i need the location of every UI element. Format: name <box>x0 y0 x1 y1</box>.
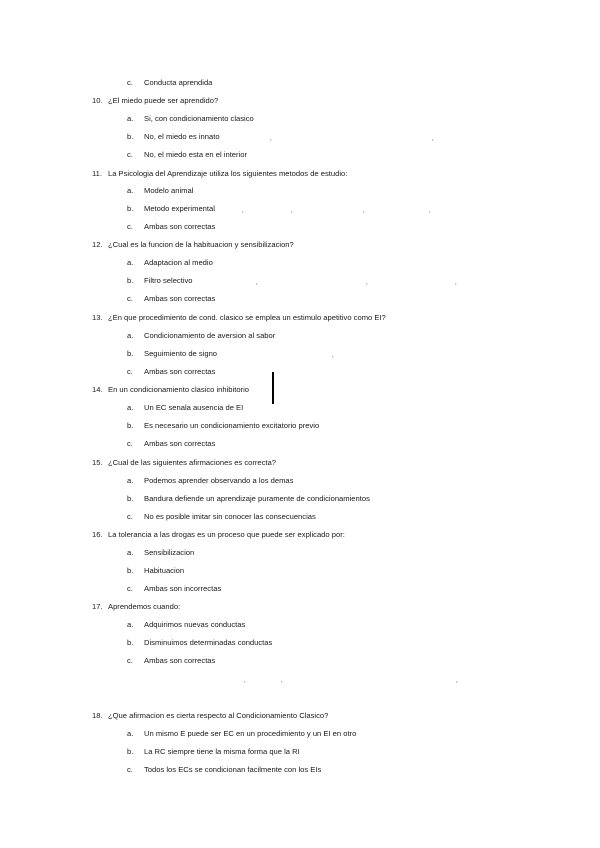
option-text: Conducta aprendida <box>144 78 213 87</box>
question-number: 17. <box>92 602 103 611</box>
option-letter: c. <box>127 78 133 87</box>
question-text: La tolerancia a las drogas es un proceso que puede ser explicado por: <box>108 530 345 539</box>
option-text: Podemos aprender observando a los demas <box>144 476 294 485</box>
option-text: No es posible imitar sin conocer las consecuencias <box>144 512 316 521</box>
option-letter: b. <box>127 566 134 575</box>
question-text: ¿Cual es la funcion de la habituacion y sensibilizacion? <box>108 240 294 249</box>
option-letter: c. <box>127 294 133 303</box>
option-line <box>127 439 215 449</box>
scan-speck: , <box>291 208 293 214</box>
option-text: Modelo animal <box>144 186 194 195</box>
question-number: 15. <box>92 458 103 467</box>
scan-speck: , <box>429 208 431 214</box>
question-line <box>92 169 347 179</box>
option-letter: a. <box>127 729 134 738</box>
scan-speck: , <box>455 280 457 286</box>
question-text: Aprendemos cuando: <box>108 602 181 611</box>
scan-speck: , <box>432 136 434 142</box>
option-text: Un EC senala ausencia de EI <box>144 403 244 412</box>
option-line <box>127 367 215 377</box>
option-text: Ambas son incorrectas <box>144 584 222 593</box>
option-line <box>127 765 321 775</box>
option-text: Es necesario un condicionamiento excitatorio previo <box>144 421 320 430</box>
option-line <box>127 331 275 341</box>
option-text: Habituacion <box>144 566 185 575</box>
option-line <box>127 494 370 504</box>
option-line <box>127 349 217 359</box>
option-letter: b. <box>127 638 134 647</box>
option-line <box>127 512 316 522</box>
option-text: Todos los ECs se condicionan facilmente con los EIs <box>144 765 322 774</box>
question-text: ¿El miedo puede ser aprendido? <box>108 96 219 105</box>
option-line <box>127 566 184 576</box>
scan-speck: , <box>366 280 368 286</box>
question-number: 12. <box>92 240 103 249</box>
option-letter: c. <box>127 584 133 593</box>
option-line <box>127 132 220 142</box>
option-line <box>127 150 247 160</box>
option-text: Si, con condicionamiento clasico <box>144 114 254 123</box>
option-letter: a. <box>127 258 134 267</box>
scan-speck: , <box>244 678 246 684</box>
option-letter: b. <box>127 421 134 430</box>
question-number: 13. <box>92 313 103 322</box>
option-line <box>127 620 245 630</box>
option-text: Filtro selectivo <box>144 276 193 285</box>
question-line <box>92 458 276 468</box>
option-letter: a. <box>127 548 134 557</box>
option-letter: c. <box>127 765 133 774</box>
option-text: Ambas son correctas <box>144 656 216 665</box>
option-line <box>127 186 193 196</box>
scan-speck: , <box>332 353 334 359</box>
option-line <box>127 476 293 486</box>
option-letter: b. <box>127 349 134 358</box>
option-text: Bandura defiende un aprendizaje puramente de condicionamientos <box>144 494 370 503</box>
question-text: En un condicionamiento clasico inhibitorio <box>108 385 249 394</box>
text-cursor <box>272 372 274 404</box>
scan-speck: , <box>242 208 244 214</box>
option-letter: c. <box>127 439 133 448</box>
option-text: Seguimiento de signo <box>144 349 218 358</box>
option-text: Metodo experimental <box>144 204 215 213</box>
option-line <box>127 204 215 214</box>
option-letter: b. <box>127 132 134 141</box>
option-line <box>127 403 243 413</box>
scan-speck: , <box>281 678 283 684</box>
question-number: 18. <box>92 711 103 720</box>
option-letter: a. <box>127 331 134 340</box>
option-letter: c. <box>127 656 133 665</box>
option-letter: c. <box>127 512 133 521</box>
option-letter: b. <box>127 747 134 756</box>
scan-speck: , <box>456 678 458 684</box>
question-line <box>92 602 180 612</box>
question-text: ¿Cual de las siguientes afirmaciones es correcta? <box>108 458 276 467</box>
option-text: Ambas son correctas <box>144 222 216 231</box>
option-letter: b. <box>127 494 134 503</box>
option-line <box>127 294 215 304</box>
question-text: ¿Que afirmacion es cierta respecto al Condicionamiento Clasico? <box>108 711 329 720</box>
option-text: Ambas son correctas <box>144 367 216 376</box>
question-number: 14. <box>92 385 103 394</box>
option-text: Ambas son correctas <box>144 439 216 448</box>
option-text: La RC siempre tiene la misma forma que la RI <box>144 747 300 756</box>
option-text: Disminuimos determinadas conductas <box>144 638 273 647</box>
question-number: 16. <box>92 530 103 539</box>
option-text: Un mismo E puede ser EC en un procedimiento y un EI en otro <box>144 729 357 738</box>
option-letter: b. <box>127 276 134 285</box>
option-letter: b. <box>127 204 134 213</box>
option-letter: a. <box>127 114 134 123</box>
question-number: 11. <box>92 169 102 178</box>
question-line <box>92 240 294 250</box>
option-text: No, el miedo esta en el interior <box>144 150 247 159</box>
option-line <box>127 656 215 666</box>
question-line <box>92 313 386 323</box>
option-text: No, el miedo es innato <box>144 132 220 141</box>
option-line <box>127 114 254 124</box>
question-text: ¿En que procedimiento de cond. clasico se emplea un estimulo apetitivo como EI? <box>108 313 386 322</box>
option-line <box>127 421 319 431</box>
option-letter: c. <box>127 150 133 159</box>
option-text: Sensibilizacion <box>144 548 195 557</box>
option-text: Adaptacion al medio <box>144 258 213 267</box>
option-line <box>127 729 356 739</box>
option-line <box>127 222 215 232</box>
option-letter: c. <box>127 222 133 231</box>
scan-speck: , <box>270 136 272 142</box>
question-number: 10. <box>92 96 103 105</box>
question-line <box>92 711 328 721</box>
question-text: La Psicologia del Aprendizaje utiliza los siguientes metodos de estudio: <box>108 169 348 178</box>
option-letter: a. <box>127 186 134 195</box>
question-line <box>92 96 218 106</box>
option-line <box>127 258 213 268</box>
option-line <box>127 747 300 757</box>
option-text: Adquirimos nuevas conductas <box>144 620 246 629</box>
option-text: Condicionamiento de aversion al sabor <box>144 331 276 340</box>
question-line <box>92 385 249 395</box>
option-line <box>127 638 272 648</box>
question-line <box>92 530 345 540</box>
option-letter: c. <box>127 367 133 376</box>
option-line <box>127 78 212 88</box>
scan-speck: , <box>256 280 258 286</box>
option-line <box>127 276 193 286</box>
option-letter: a. <box>127 476 134 485</box>
option-letter: a. <box>127 620 134 629</box>
scan-speck: , <box>363 208 365 214</box>
option-line <box>127 548 194 558</box>
option-text: Ambas son correctas <box>144 294 216 303</box>
option-line <box>127 584 221 594</box>
option-letter: a. <box>127 403 134 412</box>
